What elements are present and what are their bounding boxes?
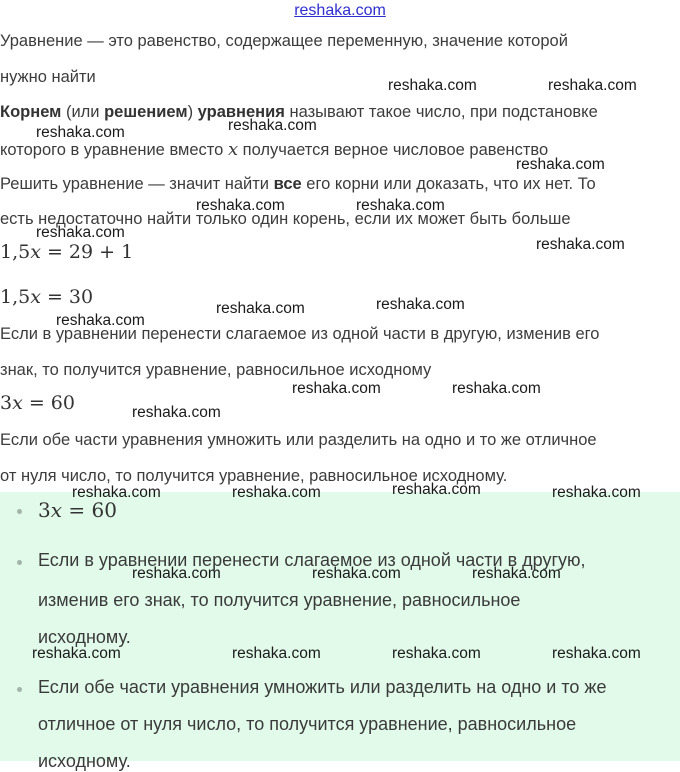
site-link[interactable]: reshaka.com: [294, 2, 386, 19]
watermark: reshaka.com: [356, 197, 445, 214]
equation-1: 1,5x = 29 + 1: [0, 241, 134, 263]
watermark: reshaka.com: [516, 156, 605, 173]
watermark: reshaka.com: [72, 484, 161, 501]
rule-transfer-line1: Если в уравнении перенести слагаемое из одной части в другую, изменив его: [0, 325, 600, 343]
term-root: Корнем: [0, 103, 62, 121]
term-equation: уравнения: [197, 103, 285, 121]
watermark: reshaka.com: [132, 565, 221, 582]
definition-solve-line2: есть недостаточно найти только один корень, если их может быть больше: [0, 210, 571, 228]
summary-item-multiply-line2: отличное от нуля число, то получится уравнение, равносильное: [38, 714, 577, 734]
term-solution: решением: [104, 103, 188, 121]
bullet-icon: [17, 509, 22, 514]
definition-root-line2: которого в уравнение вместо x получается верное числовое равенство: [0, 139, 549, 160]
watermark: reshaka.com: [56, 312, 145, 329]
definition-root-line1: Корнем (или решением) уравнения называют такое число, при подстановке: [0, 103, 598, 121]
watermark: reshaka.com: [32, 645, 121, 662]
watermark: reshaka.com: [536, 236, 625, 253]
rule-multiply-line1: Если обе части уравнения умножить или разделить на одно и то же отличное: [0, 431, 597, 449]
rule-multiply-line2: от нуля число, то получится уравнение, равносильное исходному.: [0, 467, 508, 485]
definition-solve-line1: Решить уравнение — значит найти все его корни или доказать, что их нет. То: [0, 175, 596, 193]
summary-item-multiply-line3: исходному.: [38, 751, 131, 771]
watermark: reshaka.com: [548, 77, 637, 94]
watermark: reshaka.com: [36, 124, 125, 141]
summary-item-equation: 3x = 60: [38, 498, 117, 522]
watermark: reshaka.com: [232, 645, 321, 662]
term-all: все: [273, 175, 302, 193]
watermark: reshaka.com: [36, 224, 125, 241]
watermark: reshaka.com: [216, 300, 305, 317]
watermark: reshaka.com: [228, 117, 317, 134]
equation-3: 3x = 60: [0, 392, 75, 414]
watermark: reshaka.com: [196, 197, 285, 214]
variable-x: x: [227, 139, 239, 160]
rule-transfer-line2: знак, то получится уравнение, равносильное исходному: [0, 361, 432, 379]
watermark: reshaka.com: [552, 645, 641, 662]
equation-2: 1,5x = 30: [0, 286, 94, 308]
watermark: reshaka.com: [388, 77, 477, 94]
watermark: reshaka.com: [292, 380, 381, 397]
watermark: reshaka.com: [452, 380, 541, 397]
watermark: reshaka.com: [552, 484, 641, 501]
summary-item-transfer-line3: исходному.: [38, 627, 131, 647]
watermark: reshaka.com: [232, 484, 321, 501]
summary-item-multiply-line1: Если обе части уравнения умножить или разделить на одно и то же: [38, 677, 607, 697]
summary-item-transfer-line1: Если в уравнении перенести слагаемое из одной части в другую,: [38, 550, 586, 570]
watermark: reshaka.com: [312, 565, 401, 582]
watermark: reshaka.com: [392, 645, 481, 662]
bullet-icon: [17, 560, 22, 565]
watermark: reshaka.com: [472, 565, 561, 582]
summary-item-transfer-line2: изменив его знак, то получится уравнение, равносильное: [38, 590, 521, 610]
bullet-icon: [17, 687, 22, 692]
watermark: reshaka.com: [376, 296, 465, 313]
definition-equation-line2: нужно найти: [0, 68, 96, 86]
watermark: reshaka.com: [392, 481, 481, 498]
watermark: reshaka.com: [132, 404, 221, 421]
definition-equation-line1: Уравнение — это равенство, содержащее переменную, значение которой: [0, 32, 568, 50]
